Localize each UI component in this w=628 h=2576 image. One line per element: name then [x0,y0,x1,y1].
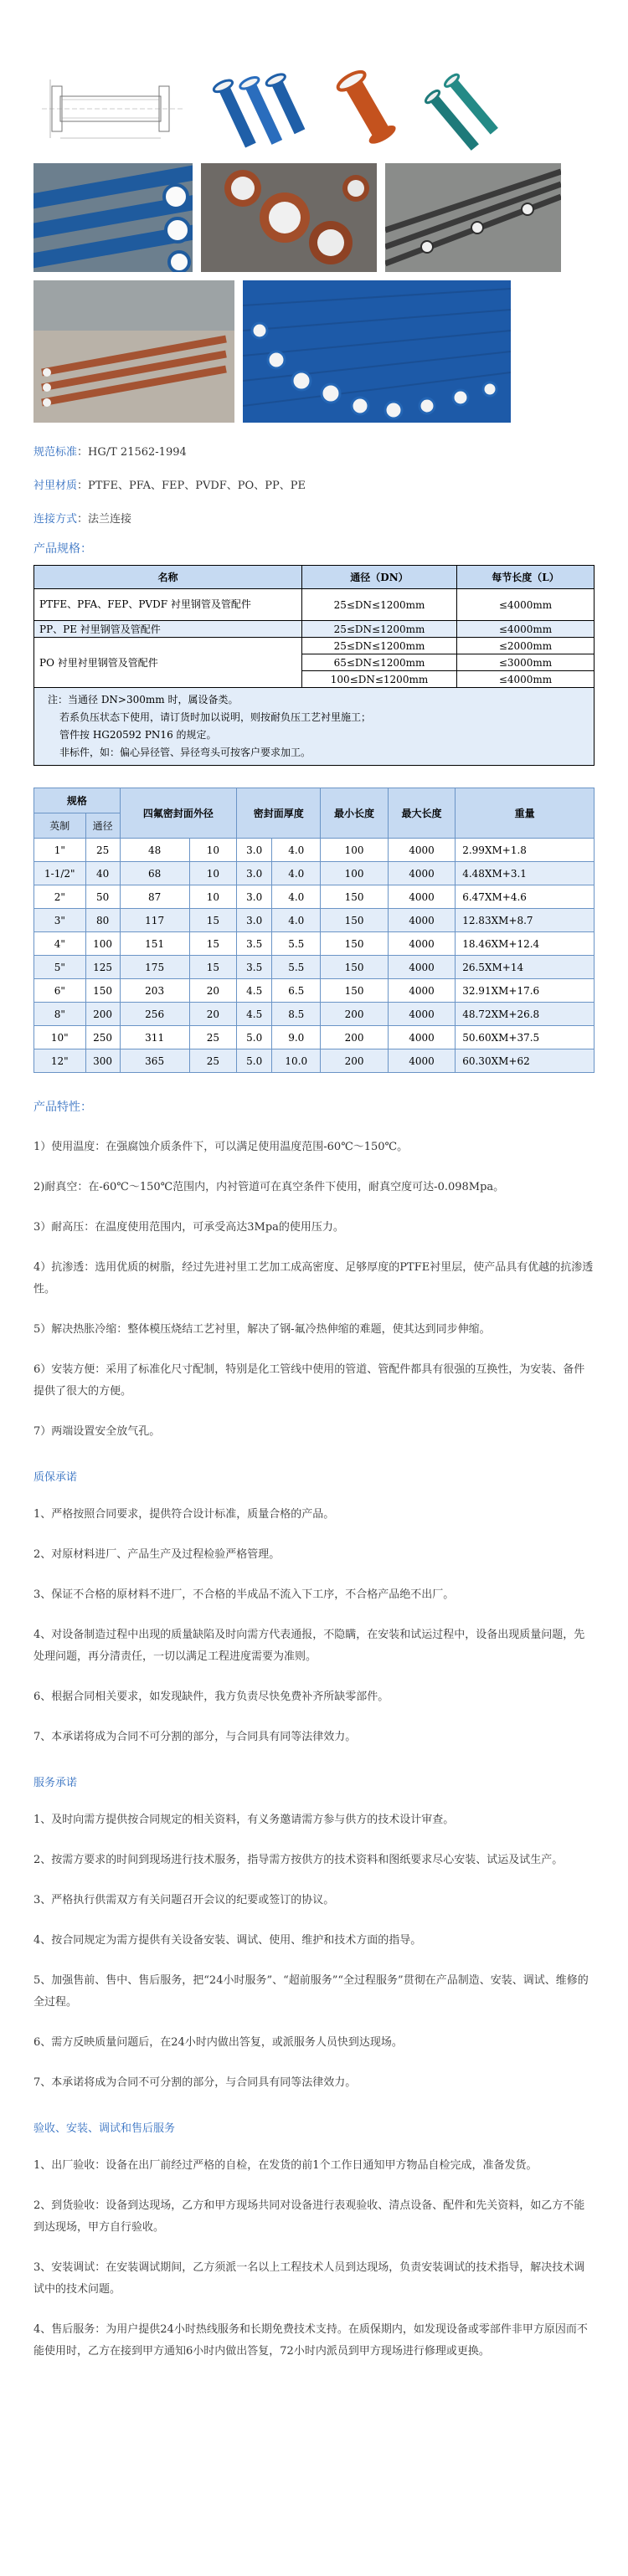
table-cell: 256 [120,1003,189,1026]
table-cell: 48.72XM+26.8 [456,1003,595,1026]
table-cell: 8" [34,1003,86,1026]
table-row [34,1026,595,1049]
table-row [34,909,595,932]
list-item: 1）使用温度：在强腐蚀介质条件下，可以满足使用温度范围-60℃～150℃。 [33,1141,409,1153]
table-cell: 87 [120,885,189,909]
note-line: 注：当通径 DN>300mm 时，属设备类。 [48,694,239,706]
table-header-cell: 密封面厚度 [237,788,321,839]
table-cell: 25≤DN≤1200mm [302,621,457,638]
table-cell: 25≤DN≤1200mm [302,589,457,621]
table-cell: 1" [34,839,86,862]
dimension-table [33,788,595,1073]
gallery-row-2 [33,163,595,272]
table-cell: 4" [34,932,86,956]
list-item: 2)耐真空：在-60℃～150℃范围内，内衬管道可在真空条件下使用，耐真空度可达-0.098Mpa。 [33,1181,505,1193]
table-cell: 4.5 [237,1003,272,1026]
lining-value: ：PTFE、PFA、FEP、PVDF、PO、PP、PE [77,480,306,492]
table-header-cell: 规格 [34,788,121,813]
standard-value: ：HG/T 21562-1994 [77,446,187,459]
list-item: 5、加强售前、售中、售后服务，把“24小时服务”、“超前服务”“全过程服务”贯彻在产品制造、安装、调试、维修的全过程。 [33,1974,589,2009]
table-cell: 150 [321,909,388,932]
table-cell: 203 [120,979,189,1003]
table-cell: 1-1/2" [34,862,86,885]
table-cell: ≤4000mm [457,621,595,638]
table-cell: 150 [321,885,388,909]
table-cell: 15 [189,932,237,956]
table-cell: 60.30XM+62 [456,1049,595,1073]
list-item: 4）抗渗透：选用优质的树脂，经过先进衬里工艺加工成高密度、足够厚度的PTFE衬里层，使产品具有优越的抗渗透性。 [33,1261,594,1296]
table-cell: 10 [189,862,237,885]
table-cell: 311 [120,1026,189,1049]
table-cell: 15 [189,909,237,932]
table-cell: 100≤DN≤1200mm [302,671,457,688]
table-row [34,589,595,621]
standard-line [33,436,595,470]
table-cell: 4.48XM+3.1 [456,862,595,885]
table-cell: 5" [34,956,86,979]
table-cell: 5.5 [272,932,321,956]
table-cell: 100 [321,862,388,885]
list-item: 7）两端设置安全放气孔。 [33,1425,161,1438]
table-row [34,839,595,862]
table-header-cell: 通径（DN） [302,566,457,589]
table-cell: 68 [120,862,189,885]
pipe-photo-icon [243,280,511,423]
lining-range-table [33,565,595,766]
pipe-photo-icon [201,163,377,272]
table-cell: 20 [189,1003,237,1026]
table-cell: 40 [85,862,120,885]
table-cell: 200 [321,1049,388,1073]
pipe-photo-icon [385,163,561,272]
table-cell: 10 [189,885,237,909]
table-row [34,885,595,909]
table-cell: 117 [120,909,189,932]
list-item: 7、本承诺将成为合同不可分割的部分，与合同具有同等法律效力。 [33,2076,357,2089]
lining-label: 衬里材质 [33,480,78,492]
list-item: 5）解决热胀冷缩：整体模压烧结工艺衬里，解决了钢-氟冷热伸缩的难题，使其达到同步伸缩。 [33,1323,491,1336]
table-cell: 4.0 [272,839,321,862]
list-item: 3、严格执行供需双方有关问题召开会议的纪要或签订的协议。 [33,1894,335,1906]
table-cell: 300 [85,1049,120,1073]
pipe-photo-icon [33,163,193,272]
quality-list [33,1504,595,1748]
table-cell: 3.0 [237,839,272,862]
table-cell: 26.5XM+14 [456,956,595,979]
table-cell: 4.0 [272,862,321,885]
pipe-photo-icon [419,63,519,155]
table-cell: 5.0 [237,1026,272,1049]
list-item: 2、对原材料进厂、产品生产及过程检验严格管理。 [33,1548,281,1561]
table-cell: ≤2000mm [457,638,595,654]
table-row [34,621,595,638]
table-cell: 100 [321,839,388,862]
table-cell: 10" [34,1026,86,1049]
table-row [34,1049,595,1073]
note-line: 非标件，如：偏心异径管、异径弯头可按客户要求加工。 [59,747,311,758]
table-cell: 4000 [388,1026,455,1049]
spec-section [33,436,595,557]
lining-line [33,470,595,503]
gallery-row-1 [33,63,595,155]
table-cell: 4.0 [272,885,321,909]
table-cell: 5.5 [272,956,321,979]
table-cell: 6.47XM+4.6 [456,885,595,909]
table-cell: 5.0 [237,1049,272,1073]
table-header-cell: 名称 [34,566,302,589]
table-cell: 4000 [388,909,455,932]
table-cell: 15 [189,956,237,979]
list-item: 2、按需方要求的时间到现场进行技术服务，指导需方按供方的技术资料和图纸要求尽心安装、试运及试生产。 [33,1854,564,1866]
table-cell: ≤3000mm [457,654,595,671]
table-header-row [34,788,595,813]
table-cell: 151 [120,932,189,956]
table-cell: 3.5 [237,956,272,979]
table-cell: 200 [321,1026,388,1049]
features-title: 产品特性： [33,1101,92,1114]
table-cell: 12" [34,1049,86,1073]
table-cell: 18.46XM+12.4 [456,932,595,956]
table-header-cell: 通径 [85,813,120,839]
table-cell: 365 [120,1049,189,1073]
table-cell: 4.0 [272,909,321,932]
table-cell: 4000 [388,862,455,885]
note-line: 管件按 HG20592 PN16 的规定。 [59,729,217,741]
list-item: 6、根据合同相关要求，如发现缺件，我方负责尽快免费补齐所缺零部件。 [33,1691,389,1703]
table-cell: 4000 [388,1003,455,1026]
table-cell: 2" [34,885,86,909]
note-line: 若系负压状态下使用，请订货时加以说明，则按耐负压工艺衬里施工； [59,711,372,723]
table-cell: PP、PE 衬里钢管及管配件 [34,621,302,638]
table-cell: 25 [85,839,120,862]
list-item: 3）耐高压：在温度使用范围内，可承受高达3Mpa的使用压力。 [33,1221,344,1234]
table-cell: 4000 [388,932,455,956]
table-cell: 80 [85,909,120,932]
pipe-drawing-icon [33,63,193,155]
table-cell: 4000 [388,1049,455,1073]
table-cell: 25 [189,1026,237,1049]
table-cell: 2.99XM+1.8 [456,839,595,862]
connect-label: 连接方式 [33,513,78,526]
table-cell: 25≤DN≤1200mm [302,638,457,654]
table-cell: PTFE、PFA、FEP、PVDF 衬里钢管及管配件 [34,589,302,621]
table-cell: 100 [85,932,120,956]
list-item: 1、出厂验收：设备在出厂前经过严格的自检，在发货的前1个工作日通知甲方物品自检完成，准备发货。 [33,2159,538,2172]
table-cell: 48 [120,839,189,862]
table-row [34,932,595,956]
table-cell: ≤4000mm [457,671,595,688]
table-cell: 4000 [388,839,455,862]
table-cell: 32.91XM+17.6 [456,979,595,1003]
table-cell: 6" [34,979,86,1003]
table-cell: 150 [321,932,388,956]
list-item: 6、需方反映质量问题后，在24小时内做出答复，或派服务人员快到达现场。 [33,2036,403,2049]
table-cell: 3.0 [237,862,272,885]
table-cell: 175 [120,956,189,979]
table-cell: 20 [189,979,237,1003]
list-item: 1、严格按照合同要求，提供符合设计标准，质量合格的产品。 [33,1508,335,1521]
table-row [34,638,595,654]
table-cell: 50 [85,885,120,909]
table-header-cell: 最大长度 [388,788,455,839]
list-item: 6）安装方便：采用了标准化尺寸配制，特别是化工管线中使用的管道、管配件都具有很强的互换性，为安装、备件提供了很大的方便。 [33,1363,585,1398]
table-cell: 25 [189,1049,237,1073]
table-cell: 12.83XM+8.7 [456,909,595,932]
acceptance-list [33,2155,595,2363]
table-note-row [34,688,595,766]
gallery-row-3 [33,280,595,423]
table-cell: 10.0 [272,1049,321,1073]
table-header-cell: 重量 [456,788,595,839]
table-body [34,839,595,1073]
table-cell: 50.60XM+37.5 [456,1026,595,1049]
features-list [33,1137,595,1443]
table-cell: 3.0 [237,885,272,909]
table-cell: 4000 [388,885,455,909]
table-cell: 4.5 [237,979,272,1003]
table-header-cell: 四氟密封面外径 [120,788,237,839]
table-cell: 150 [85,979,120,1003]
table-cell: 3.5 [237,932,272,956]
table-header-cell: 每节长度（L） [457,566,595,589]
table-cell: 4000 [388,956,455,979]
service-title: 服务承诺 [33,1777,78,1789]
list-item: 1、及时向需方提供按合同规定的相关资料，有义务邀请需方参与供方的技术设计审查。 [33,1814,455,1826]
list-item: 7、本承诺将成为合同不可分割的部分，与合同具有同等法律效力。 [33,1731,357,1743]
table-cell: 9.0 [272,1026,321,1049]
table-cell: 125 [85,956,120,979]
service-list [33,1809,595,2094]
pipe-photo-icon [201,63,318,155]
table-cell: PO 衬里衬里钢管及管配件 [34,638,302,688]
table-cell: 200 [321,1003,388,1026]
standard-label: 规范标准 [33,446,78,459]
table-header-cell: 最小长度 [321,788,388,839]
table-cell: 250 [85,1026,120,1049]
list-item: 3、保证不合格的原材料不进厂，不合格的半成品不流入下工序，不合格产品绝不出厂。 [33,1588,455,1601]
list-item: 4、对设备制造过程中出现的质量缺陷及时向需方代表通报，不隐瞒，在安装和试运过程中，设备出现质量问题，先处理问题，再分清责任，一切以满足工程进度需要为准则。 [33,1629,585,1663]
table-row [34,1003,595,1026]
table-cell: 4000 [388,979,455,1003]
table-cell: 150 [321,956,388,979]
table-cell: ≤4000mm [457,589,595,621]
table-row [34,862,595,885]
list-item: 4、按合同规定为需方提供有关设备安装、调试、使用、维护和技术方面的指导。 [33,1934,422,1947]
table-cell: 3.0 [237,909,272,932]
connect-line [33,503,595,536]
table-header-cell: 英制 [34,813,86,839]
table-cell: 10 [189,839,237,862]
table-cell: 65≤DN≤1200mm [302,654,457,671]
table-cell: 200 [85,1003,120,1026]
list-item: 4、售后服务：为用户提供24小时热线服务和长期免费技术支持。在质保期内，如发现设备或零部件非甲方原因而不能使用时，乙方在接到甲方通知6小时内做出答复，72小时内派员到甲方现场进行修理或更换。 [33,2323,588,2358]
connect-value: ：法兰连接 [77,513,132,526]
list-item: 2、到货验收：设备到达现场，乙方和甲方现场共同对设备进行表观验收、清点设备、配件和先关资料，如乙方不能到达现场，甲方自行验收。 [33,2199,585,2234]
spec-title: 产品规格： [33,542,92,556]
list-item: 3、安装调试：在安装调试期间，乙方须派一名以上工程技术人员到达现场，负责安装调试的技术指导，解决技术调试中的技术问题。 [33,2261,585,2296]
table-cell: 8.5 [272,1003,321,1026]
pipe-photo-icon [327,63,410,155]
table-row [34,979,595,1003]
table-cell: 6.5 [272,979,321,1003]
table-note [34,688,595,766]
acceptance-title: 验收、安装、调试和售后服务 [33,2122,176,2135]
table-row [34,956,595,979]
pipe-photo-icon [33,280,234,423]
table-cell: 150 [321,979,388,1003]
table-header-row [34,566,595,589]
quality-title: 质保承诺 [33,1471,78,1484]
table-cell: 3" [34,909,86,932]
